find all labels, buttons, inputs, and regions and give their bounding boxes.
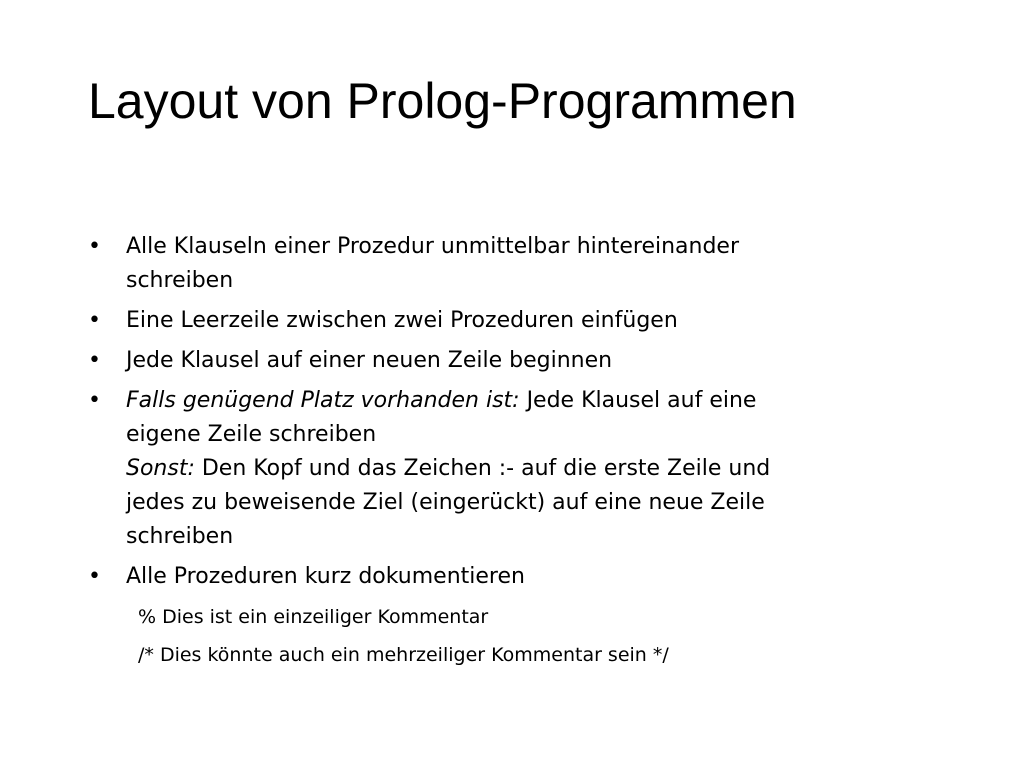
bullet-item-new-line: [88, 344, 888, 378]
otherwise-label: Sonst:: [126, 456, 195, 481]
bullet-text: schreiben: [126, 524, 234, 549]
bullet-text: Eine Leerzeile zwischen zwei Prozeduren einfügen: [126, 308, 678, 333]
bullet-item-blank-line: [88, 304, 888, 338]
slide-title: Layout von Prolog-Programmen: [88, 73, 797, 129]
bullet-text: Jede Klausel auf eine: [519, 388, 757, 413]
bullet-item-contiguous-clauses: [88, 230, 888, 298]
bullet-item-documentation: [88, 560, 888, 594]
bullet-text-line: [126, 452, 888, 486]
bullet-item-space-rule: [88, 384, 888, 554]
bullet-text: jedes zu beweisende Ziel (eingerückt) auf eine neue Zeile: [126, 490, 765, 515]
bullet-icon: •: [88, 564, 101, 589]
bullet-text-line: [126, 384, 888, 418]
bullet-icon: •: [88, 234, 101, 259]
bullet-icon: •: [88, 388, 101, 413]
bullet-text: schreiben: [126, 268, 234, 293]
comment-example-single-line: % Dies ist ein einzeiliger Kommentar: [138, 606, 489, 628]
comment-example-list: [88, 598, 888, 674]
bullet-text: Den Kopf und das Zeichen :- auf die erste Zeile und: [194, 456, 771, 481]
bullet-list: [88, 230, 888, 600]
condition-label: Falls genügend Platz vorhanden ist:: [126, 388, 520, 413]
comment-example-multi-line: /* Dies könnte auch ein mehrzeiliger Kommentar sein */: [138, 644, 669, 666]
bullet-text: Jede Klausel auf einer neuen Zeile beginnen: [126, 348, 613, 373]
bullet-icon: •: [88, 308, 101, 333]
bullet-text: eigene Zeile schreiben: [126, 422, 377, 447]
bullet-text: Alle Klauseln einer Prozedur unmittelbar hintereinander: [126, 234, 740, 259]
bullet-text: Alle Prozeduren kurz dokumentieren: [126, 564, 525, 589]
bullet-icon: •: [88, 348, 101, 373]
